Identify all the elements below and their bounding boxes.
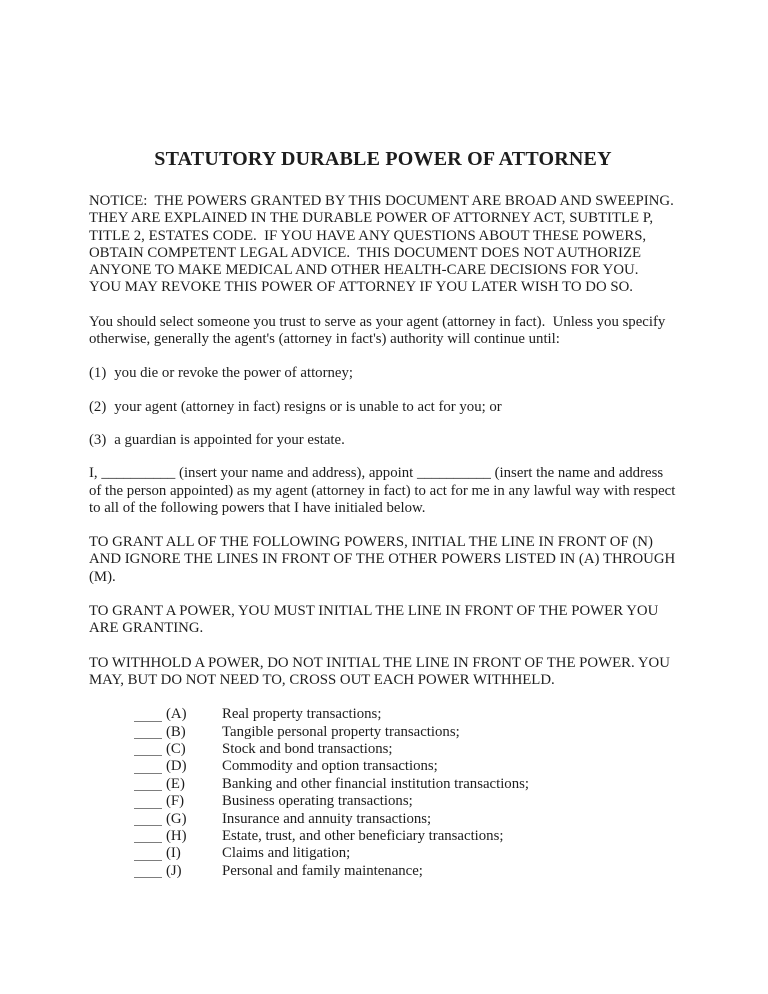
power-row-c [134, 741, 677, 758]
instruction-grant-paragraph: TO GRANT A POWER, YOU MUST INITIAL THE LINE IN FRONT OF THE POWER YOU ARE GRANTING. [89, 603, 662, 637]
initial-line[interactable] [134, 813, 162, 826]
power-row-d [134, 758, 677, 775]
power-description: Personal and family maintenance; [222, 862, 423, 879]
power-description: Claims and litigation; [222, 845, 351, 862]
appointment-paragraph [89, 465, 680, 517]
power-row-j [134, 863, 677, 880]
power-row-a [134, 706, 677, 723]
power-letter: (C) [166, 741, 186, 758]
power-description: Commodity and option transactions; [222, 758, 438, 775]
power-description: Stock and bond transactions; [222, 741, 393, 758]
power-row-h [134, 828, 677, 845]
power-description: Business operating transactions; [222, 793, 413, 810]
power-letter: (H) [166, 828, 187, 845]
document-content [89, 0, 680, 880]
agent-name-blank[interactable]: __________ [416, 465, 491, 482]
initial-line[interactable] [134, 761, 162, 774]
power-letter: (I) [166, 845, 181, 862]
intro-paragraph: You should select someone you trust to serve as your agent (attorney in fact). Unless you specify otherwise, generally the agent's (attorney in fact's) authority will continue until: [89, 313, 669, 348]
condition-text: you die or revoke the power of attorney; [114, 365, 353, 382]
condition-text: a guardian is appointed for your estate. [114, 431, 345, 448]
power-letter: (A) [166, 706, 187, 723]
initial-line[interactable] [134, 726, 162, 739]
appointment-prefix: I, [89, 465, 102, 482]
powers-list [89, 706, 677, 880]
power-letter: (D) [166, 758, 187, 775]
appointment-mid: (insert your name and address), appoint [175, 465, 417, 482]
condition-number: (3) [89, 431, 107, 448]
power-row-b [134, 724, 677, 741]
initial-line[interactable] [134, 796, 162, 809]
condition-number: (1) [89, 365, 107, 382]
power-description: Estate, trust, and other beneficiary transactions; [222, 828, 504, 845]
instruction-withhold-paragraph: TO WITHHOLD A POWER, DO NOT INITIAL THE LINE IN FRONT OF THE POWER. YOU MAY, BUT DO NOT NEED TO, CROSS OUT EACH POWER WITHHELD. [89, 654, 674, 688]
power-letter: (B) [166, 723, 186, 740]
instruction-grant-all-paragraph: TO GRANT ALL OF THE FOLLOWING POWERS, INITIAL THE LINE IN FRONT OF (N) AND IGNORE THE LINES IN FRONT OF THE OTHER POWERS LISTED IN (A) THROUGH (M). [89, 534, 679, 585]
power-description: Banking and other financial institution transactions; [222, 775, 529, 792]
condition-item-1 [89, 365, 677, 382]
power-description: Tangible personal property transactions; [222, 723, 460, 740]
power-letter: (F) [166, 793, 185, 810]
condition-item-3 [89, 432, 677, 449]
power-letter: (G) [166, 810, 187, 827]
power-row-e [134, 776, 677, 793]
power-description: Real property transactions; [222, 706, 382, 723]
initial-line[interactable] [134, 830, 162, 843]
condition-text: your agent (attorney in fact) resigns or is unable to act for you; or [114, 398, 502, 415]
initial-line[interactable] [134, 778, 162, 791]
power-row-f [134, 793, 677, 810]
document-title: STATUTORY DURABLE POWER OF ATTORNEY [154, 148, 612, 170]
initial-line[interactable] [134, 865, 162, 878]
power-description: Insurance and annuity transactions; [222, 810, 432, 827]
power-letter: (E) [166, 775, 185, 792]
power-letter: (J) [166, 862, 182, 879]
principal-name-blank[interactable]: __________ [101, 465, 176, 482]
power-row-i [134, 845, 677, 862]
condition-item-2 [89, 399, 677, 416]
power-row-g [134, 811, 677, 828]
condition-number: (2) [89, 398, 107, 415]
initial-line[interactable] [134, 709, 162, 722]
appointment-suffix: (insert the name and address of the person appointed) as my agent (attorney in fact) to act for me in any lawful way with respect to all of the following powers that I have initialed below. [89, 465, 680, 516]
notice-paragraph: NOTICE: THE POWERS GRANTED BY THIS DOCUMENT ARE BROAD AND SWEEPING. THEY ARE EXPLAINED IN THE DURABLE POWER OF ATTORNEY ACT, SUBTITLE P, TITLE 2, ESTATES CODE. IF YOU HAVE ANY QUESTIONS ABOUT THESE POWERS, OBTAIN COMPETENT LEGAL ADVICE. THIS DOCUMENT DOES NOT AUTHORIZE ANYONE TO MAKE MEDICAL AND OTHER HEALTH-CARE DECISIONS FOR YOU. YOU MAY REVOKE THIS POWER OF ATTORNEY IF YOU LATER WISH TO DO SO. [89, 193, 678, 296]
initial-line[interactable] [134, 743, 162, 756]
initial-line[interactable] [134, 848, 162, 861]
